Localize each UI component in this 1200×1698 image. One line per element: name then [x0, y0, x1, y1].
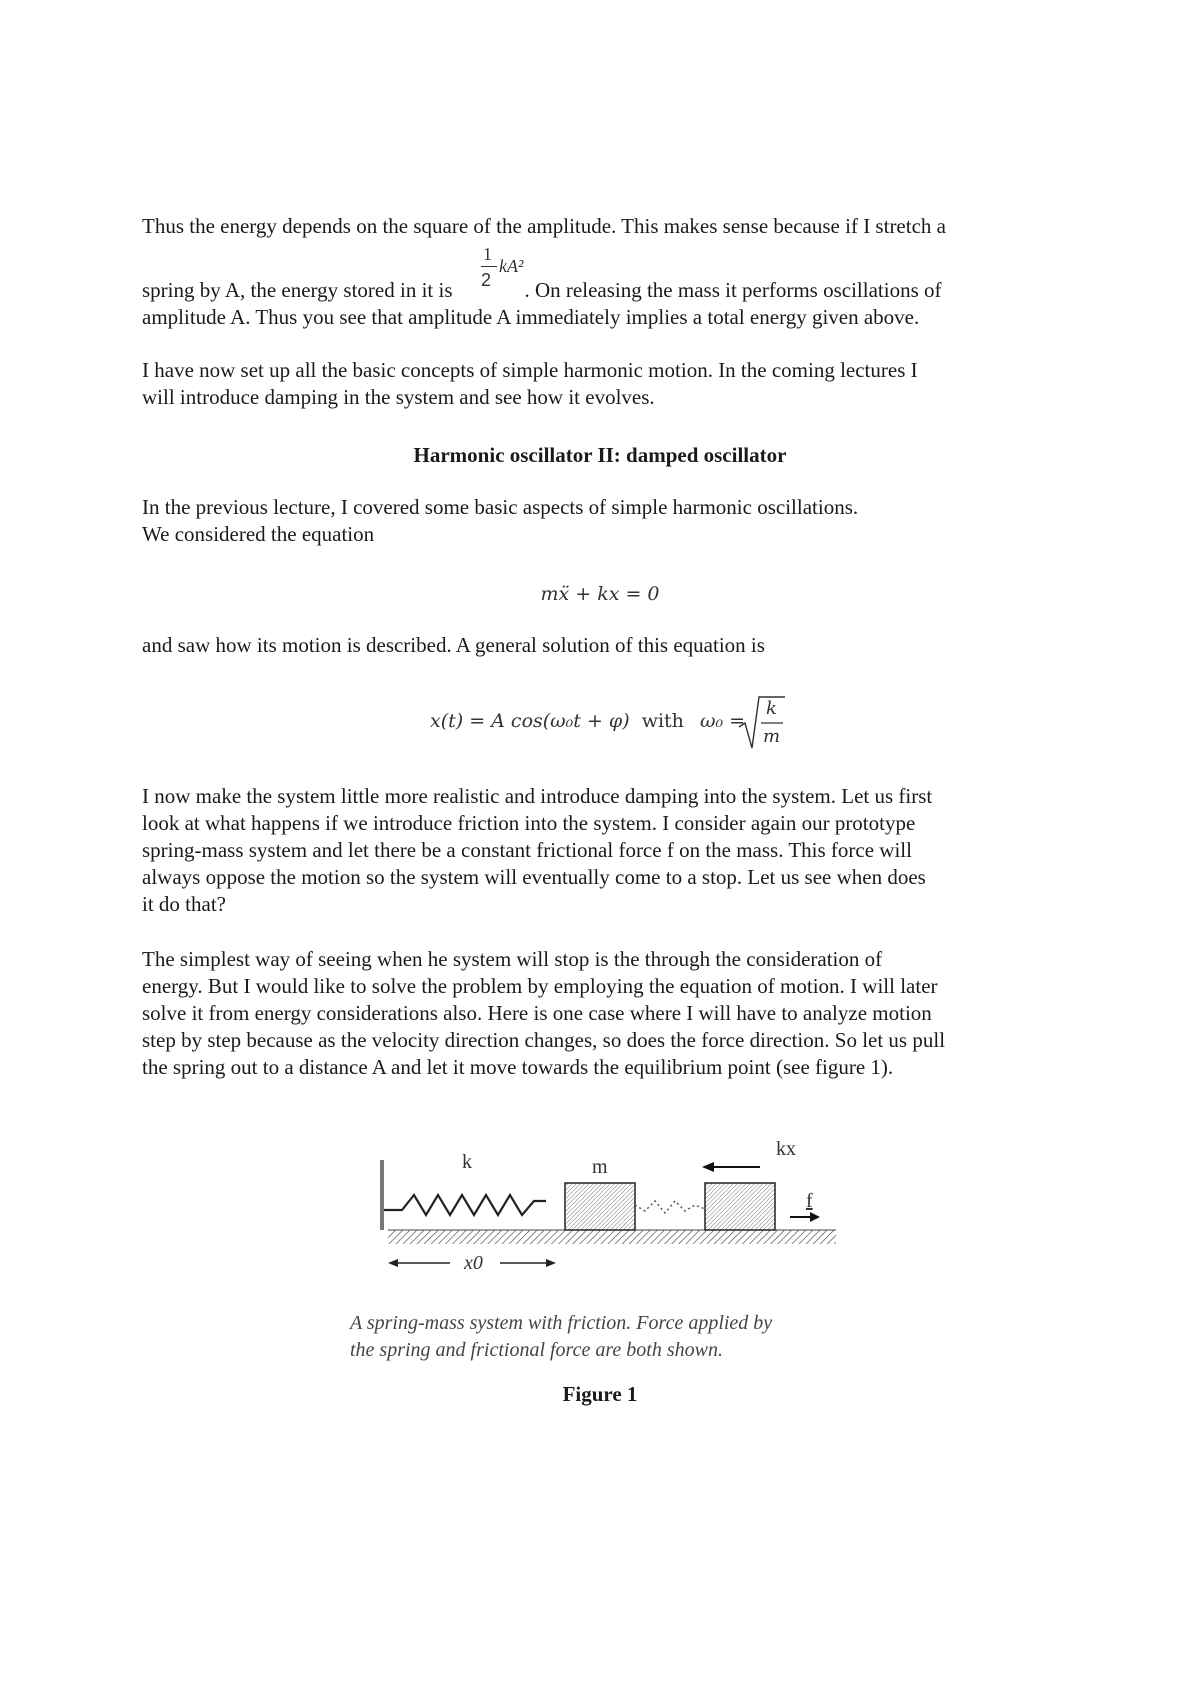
equation-motion: [0, 581, 1200, 606]
figure-caption: [350, 1310, 910, 1364]
text-segment: . On releasing the mass it performs oscillations of: [524, 278, 942, 302]
paragraph-basic-concepts: [142, 357, 1072, 411]
caption-line: A spring-mass system with friction. Force applied by: [350, 1312, 773, 1334]
text-line: The simplest way of seeing when he system will stop is the through the consideration of: [142, 947, 883, 971]
sqrt-denominator: m: [763, 726, 781, 747]
text-line: always oppose the motion so the system will eventually come to a stop. Let us see when does: [142, 865, 926, 889]
text-line: spring-mass system and let there be a constant frictional force f on the mass. This force will: [142, 838, 912, 862]
floor: [388, 1230, 836, 1244]
mass-block: [565, 1183, 635, 1230]
paragraph-friction: [142, 783, 1072, 918]
text-line: step by step because as the velocity direction changes, so does the force direction. So let us pull: [142, 1028, 946, 1052]
spring-mass-figure: [380, 1125, 850, 1290]
text-line: energy. But I would like to solve the problem by employing the equation of motion. I will later: [142, 974, 938, 998]
text-line: solve it from energy considerations also. Here is one case where I will have to analyze motion: [142, 1001, 932, 1025]
sqrt-numerator: k: [766, 698, 777, 719]
figure-label: Figure 1: [562, 1382, 638, 1406]
text-line: will introduce damping in the system and see how it evolves.: [142, 385, 655, 409]
caption-line: the spring and frictional force are both shown.: [350, 1339, 723, 1361]
label-x0: x0: [464, 1252, 483, 1274]
paragraph-general-solution: [142, 632, 1072, 659]
label-k: k: [462, 1151, 472, 1173]
text-line: Thus the energy depends on the square of the amplitude. This makes sense because if I stretch a: [142, 214, 946, 238]
paragraph-previous-lecture: [142, 494, 1072, 548]
label-m: m: [592, 1156, 608, 1178]
section-heading: Harmonic oscillator II: damped oscillator: [413, 443, 787, 467]
fraction-numerator: 1: [483, 244, 492, 264]
fraction-bar: [481, 266, 497, 267]
paragraph-energy-amplitude-cont: [142, 277, 1072, 331]
text-line: We considered the equation: [142, 522, 375, 546]
equation-text: mẍ + kx = 0: [540, 583, 660, 605]
displaced-mass-block: [705, 1183, 775, 1230]
text-line: amplitude A. Thus you see that amplitude A immediately implies a total energy given above.: [142, 305, 920, 329]
spring: [384, 1195, 546, 1215]
text-line: I have now set up all the basic concepts of simple harmonic motion. In the coming lectures I: [142, 358, 918, 382]
text-line: I now make the system little more realistic and introduce damping into the system. Let us first: [142, 784, 933, 808]
label-f: f: [806, 1190, 813, 1212]
fraction-term: kA²: [499, 256, 524, 276]
text-segment: spring by A, the energy stored in it is: [142, 278, 453, 302]
equation-solution: [430, 710, 745, 732]
paragraph-energy-consideration: [142, 946, 1072, 1081]
text-line: it do that?: [142, 892, 226, 916]
dotted-spring: [635, 1201, 705, 1213]
equation-omega: ω₀ =: [699, 710, 746, 732]
text-line: the spring out to a distance A and let it move towards the equilibrium point (see figure 1).: [142, 1055, 894, 1079]
text-line: In the previous lecture, I covered some basic aspects of simple harmonic oscillations.: [142, 495, 859, 519]
paragraph-energy-amplitude: [142, 213, 1072, 240]
equation-lhs: x(t) = A cos(ω₀t + φ): [430, 710, 630, 732]
fraction-denominator: 2: [481, 270, 492, 290]
wall: [380, 1160, 384, 1230]
label-kx: kx: [776, 1138, 796, 1160]
equation-with: with: [641, 710, 684, 732]
text-line: and saw how its motion is described. A general solution of this equation is: [142, 633, 765, 657]
text-line: look at what happens if we introduce friction into the system. I consider again our prototype: [142, 811, 916, 835]
